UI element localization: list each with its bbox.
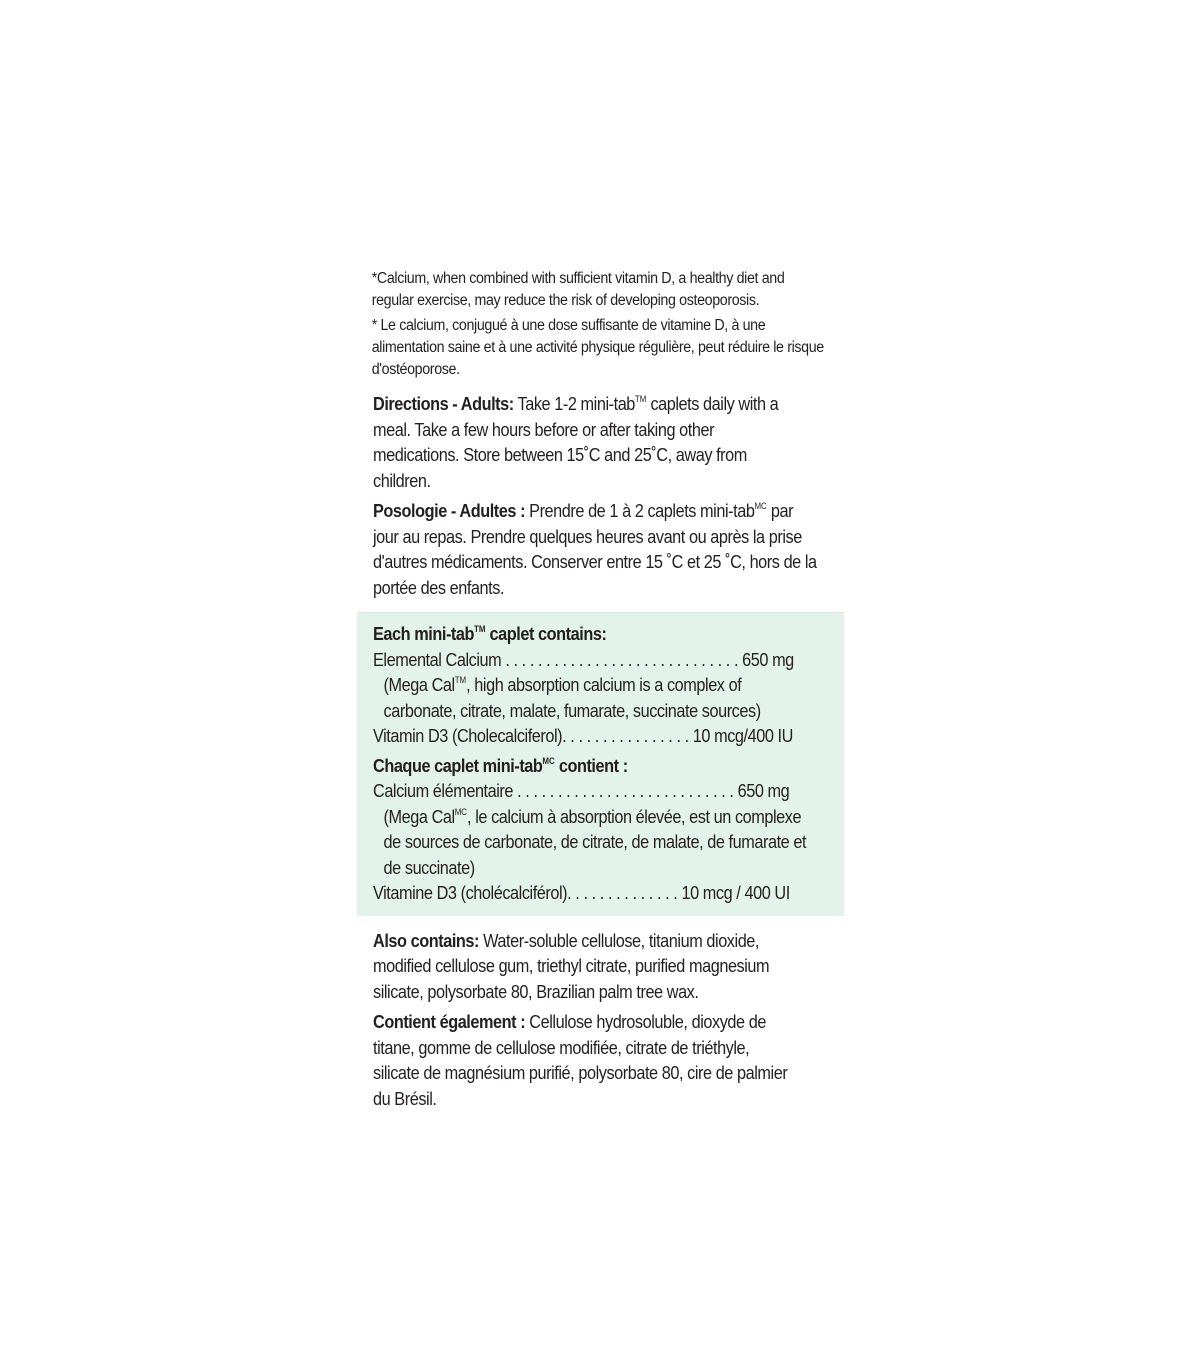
- facts-note-fr-b: , le calcium à absorption élevée, est un complexe de sources de carbonate, de citrate, de malate, de fumarate et de succinate): [383, 805, 807, 878]
- ingredients-fr: [373, 1009, 791, 1111]
- directions-fr-text-b: par jour au repas. Prendre quelques heures avant ou après la prise d'autres médicaments. Conserver entre 15 ˚C et 25 ˚C, hors de la portée des enfants.: [373, 500, 817, 598]
- ingredients-fr-text: Cellulose hydrosoluble, dioxyde de titane, gomme de cellulose modifiée, citrate de triéthyle, silicate de magnésium purifié, polysorbate 80, cire de palmier du Brésil.: [373, 1011, 788, 1109]
- facts-note-en-a: (Mega Cal: [383, 674, 455, 695]
- directions-en-text-b: caplets daily with a meal. Take a few hours before or after taking other medications. Store between 15˚C and 25˚C, away from children.: [373, 393, 779, 491]
- directions-fr-text-a: Prendre de 1 à 2 caplets mini-tab: [525, 500, 755, 521]
- health-claim-en: *Calcium, when combined with sufficient vitamin D, a healthy diet and regular exercise, may reduce the risk of developing osteoporosis.: [371, 270, 785, 309]
- supplement-facts-panel: [357, 612, 844, 916]
- directions-section: [357, 391, 844, 600]
- facts-note-en-tm: TM: [454, 675, 467, 685]
- facts-heading-en: [373, 621, 831, 647]
- health-claim-section: [357, 268, 840, 381]
- facts-note-fr-mc: MC: [454, 806, 468, 817]
- ingredients-section: [357, 928, 844, 1112]
- trademark-mark-fr: MC: [754, 501, 767, 511]
- facts-note-fr: [373, 804, 815, 881]
- health-claim-fr: * Le calcium, conjugué à une dose suffisante de vitamine D, à une alimentation saine et à une activité physique régulière, peut réduire le risque d'ostéoporose.: [371, 317, 824, 378]
- directions-en-text-a: Take 1-2 mini-tab: [513, 393, 635, 414]
- ingredients-en-heading: Also contains:: [373, 929, 480, 951]
- facts-heading-en-tm: TM: [474, 624, 486, 634]
- facts-row-vitamin-d3-fr: Vitamine D3 (cholécalciférol). . . . . . . . . . . . . . 10 mcg / 400 UI: [373, 882, 790, 903]
- ingredients-en-text: Water-soluble cellulose, titanium dioxide, modified cellulose gum, triethyl citrate, purified magnesium silicate, polysorbate 80, Brazilian palm tree wax.: [373, 929, 770, 1002]
- facts-heading-fr-a: Chaque caplet mini-tab: [373, 754, 543, 776]
- directions-en: [373, 391, 787, 493]
- facts-heading-fr: [373, 753, 831, 779]
- facts-note-en-b: , high absorption calcium is a complex of carbonate, citrate, malate, fumarate, succinate sources): [383, 674, 761, 721]
- facts-row-calcium-fr: Calcium élémentaire . . . . . . . . . . . . . . . . . . . . . . . . . . . 650 mg: [373, 780, 790, 801]
- facts-note-fr-a: (Mega Cal: [383, 805, 455, 827]
- directions-fr-heading: Posologie - Adultes :: [373, 500, 526, 521]
- facts-row-vitamin-d3-en: Vitamin D3 (Cholecalciferol). . . . . . . . . . . . . . . . 10 mcg/400 IU: [373, 725, 793, 746]
- directions-en-heading: Directions - Adults:: [373, 393, 514, 414]
- facts-heading-en-a: Each mini-tab: [373, 623, 475, 644]
- facts-heading-fr-mc: MC: [542, 755, 555, 766]
- facts-note-en: [373, 672, 797, 723]
- directions-fr: [373, 498, 817, 600]
- ingredients-fr-heading: Contient également :: [373, 1011, 526, 1032]
- trademark-mark: TM: [634, 394, 647, 404]
- facts-heading-fr-b: contient :: [554, 754, 628, 776]
- ingredients-en: [373, 928, 804, 1005]
- facts-heading-en-b: caplet contains:: [485, 623, 607, 644]
- facts-row-calcium-en: Elemental Calcium . . . . . . . . . . . . . . . . . . . . . . . . . . . . . 650 mg: [373, 648, 794, 670]
- product-label-panel: [357, 268, 844, 1116]
